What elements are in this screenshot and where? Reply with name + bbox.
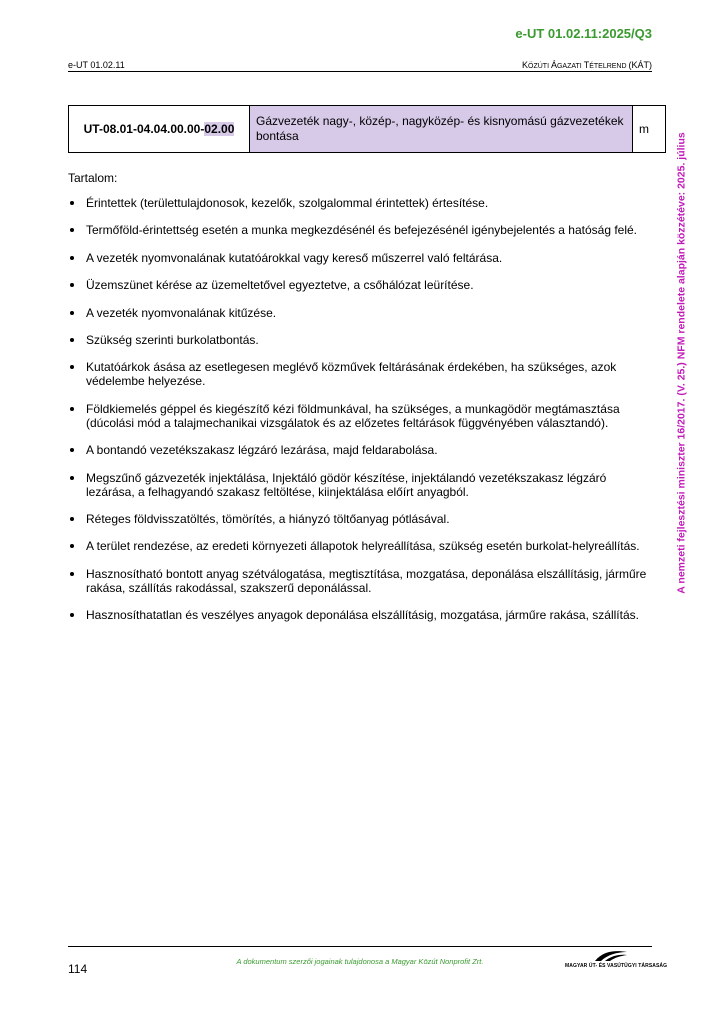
header-right-part: (KÁT) <box>628 60 652 70</box>
footer-rule <box>68 946 652 947</box>
header-right <box>522 60 652 70</box>
publisher-logo <box>565 949 668 971</box>
list-item: Szükség szerinti burkolatbontás. <box>68 333 648 347</box>
content-title: Tartalom: <box>68 171 118 185</box>
document-code-top: e-UT 01.02.11:2025/Q3 <box>515 26 652 41</box>
list-item: A vezeték nyomvonalának kutatóárokkal vagy kereső műszerrel való feltárása. <box>68 251 648 265</box>
header-right-part: T <box>583 60 590 70</box>
content <box>68 171 648 635</box>
side-note-text: A nemzeti fejlesztési miniszter 16/2017. (V. 25.) NFM rendelete alapján közzétéve: 2025. július <box>676 131 689 594</box>
header-right-part: GAZATI <box>556 63 584 70</box>
list-item: A vezeték nyomvonalának kitűzése. <box>68 306 648 320</box>
list-item: Érintettek (területtulajdonosok, kezelők, szolgalommal érintettek) értesítése. <box>68 196 648 210</box>
item-code-suffix: 02.00 <box>204 122 235 136</box>
logo-text: MAGYAR ÚT- ÉS VASÚTÜGYI TÁRSASÁG <box>565 963 668 969</box>
list-item: Megszűnő gázvezeték injektálása, Injektáló gödör készítése, injektálandó vezetékszakasz légzáró lezárása, a felhagyandó szakasz feltöltése, kiinjektálása előírt anyagból. <box>68 471 648 499</box>
list-item: Kutatóárkok ásása az esetlegesen meglévő közművek feltárásának érdekében, ha szükséges, azok védelembe helyezése. <box>68 360 648 388</box>
list-item: Réteges földvisszatöltés, tömörítés, a hiányzó töltőanyag pótlásával. <box>68 512 648 526</box>
page-number: 114 <box>68 962 88 976</box>
header-rule <box>68 71 652 72</box>
list-item: Termőföld-érintettség esetén a munka megkezdésénél és befejezésénél igénybejelentés a hatóság felé. <box>68 223 648 237</box>
item-table <box>68 105 666 153</box>
road-swoosh-icon <box>593 949 629 963</box>
side-note <box>674 95 690 630</box>
item-row <box>69 106 666 153</box>
list-item: Hasznosítható bontott anyag szétválogatása, megtisztítása, mozgatása, deponálása elszállításig, járműre rakása, szállítás rakodással, szakszerű deponálással. <box>68 567 648 595</box>
header-left: e-UT 01.02.11 <box>68 60 125 70</box>
item-code <box>69 106 250 153</box>
list-item: Üzemszünet kérése az üzemeltetővel egyeztetve, a csőhálózat leürítése. <box>68 278 648 292</box>
list-item: A terület rendezése, az eredeti környezeti állapotok helyreállítása, szükség esetén burkolat-helyreállítás. <box>68 539 648 553</box>
header-right-part: ÖZÚTI <box>528 63 551 70</box>
header-right-part: K <box>522 60 529 70</box>
header-right-part: ÉTELREND <box>589 63 629 70</box>
copyright-note: A dokumentum szerzői jogainak tulajdonosa a Magyar Közút Nonprofit Zrt. <box>236 957 484 966</box>
item-unit: m <box>633 106 666 153</box>
item-description: Gázvezeték nagy-, közép-, nagyközép- és kisnyomású gázvezetékek bontása <box>250 106 633 153</box>
list-item: A bontandó vezetékszakasz légzáró lezárása, majd feldarabolása. <box>68 443 648 457</box>
list-item: Hasznosíthatatlan és veszélyes anyagok deponálása elszállításig, mozgatása, járműre rakása, szállítás. <box>68 608 648 622</box>
list-item: Földkiemelés géppel és kiegészítő kézi földmunkával, ha szükséges, a munkagödör megtámasztása (dúcolási mód a talajmechanikai vizsgálatok és az előzetes feltárások függvényében választandó). <box>68 402 648 430</box>
content-list <box>68 196 648 622</box>
header-right-part: Á <box>550 60 557 70</box>
item-code-prefix: UT-08.01-04.04.00.00- <box>83 122 205 136</box>
